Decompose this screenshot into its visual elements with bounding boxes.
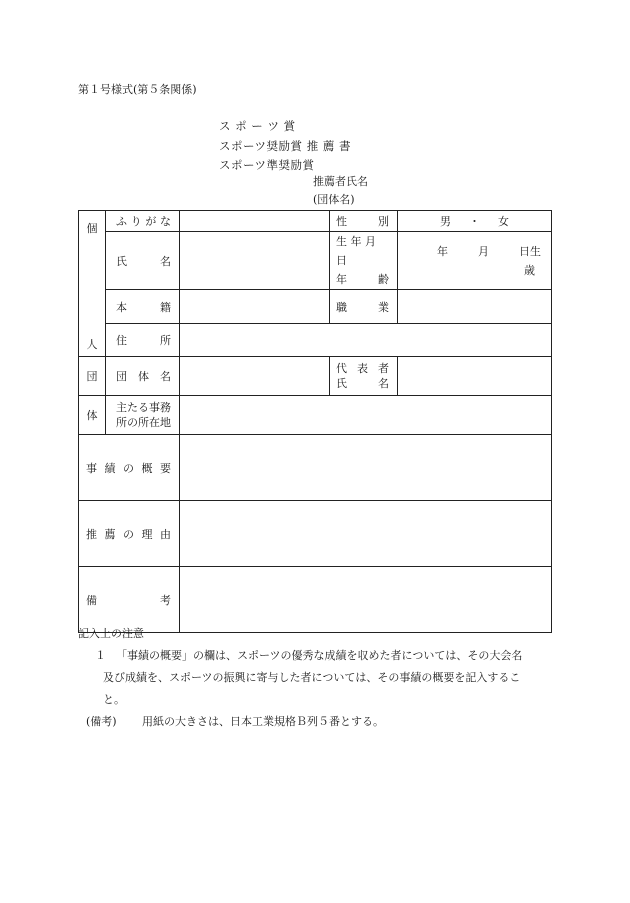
address-label-char: 所 xyxy=(160,334,171,347)
sex-label xyxy=(330,211,398,232)
birth-month-unit: 月 xyxy=(478,244,489,258)
furigana-char: ふ xyxy=(116,215,127,228)
remark-label: (備考) xyxy=(86,715,117,728)
achievements-char: 績 xyxy=(104,461,116,475)
main-office-label-line1: 主たる事務 xyxy=(116,401,171,414)
name-field[interactable] xyxy=(180,232,330,290)
recommendation-form-table xyxy=(78,210,552,633)
title-sports-award: ス ポ ー ツ 賞 xyxy=(219,119,296,133)
group-char-2: 体 xyxy=(86,409,98,422)
recommender-name-label: 推薦者氏名 xyxy=(313,175,368,188)
note-item-line2: 及び成績を、スポーツの振興に寄与した者については、その事績の概要を記入するこ xyxy=(103,671,521,684)
honseki-label-char: 籍 xyxy=(160,300,171,314)
note-item-line3: と。 xyxy=(103,693,125,706)
occupation-label-char: 業 xyxy=(378,300,389,314)
honseki-label-char: 本 xyxy=(116,300,127,314)
sex-male-option[interactable]: 男 xyxy=(440,215,451,228)
representative-char: 氏 xyxy=(336,377,347,390)
representative-field[interactable] xyxy=(398,357,552,396)
individual-section-label xyxy=(79,211,106,357)
representative-char: 表 xyxy=(357,362,368,375)
achievements-char: 概 xyxy=(141,461,153,475)
group-name-field[interactable] xyxy=(180,357,330,396)
address-field[interactable] xyxy=(180,324,552,357)
reason-char: 薦 xyxy=(104,527,116,541)
individual-char-1: 個 xyxy=(86,221,98,235)
group-name-char: 体 xyxy=(138,370,149,383)
achievements-label xyxy=(79,435,180,501)
group-section-label-bottom xyxy=(79,396,106,435)
achievements-field[interactable] xyxy=(180,435,552,501)
sex-separator: ・ xyxy=(469,215,480,228)
group-name-char: 団 xyxy=(116,370,127,383)
reason-char: 推 xyxy=(86,527,97,541)
sex-label-char: 別 xyxy=(378,215,389,228)
birthdate-label: 生 年 月 日 xyxy=(336,235,376,267)
note-item-number: １ xyxy=(95,649,106,662)
recommender-group-label: (団体名) xyxy=(313,193,355,206)
name-label-char: 名 xyxy=(160,254,171,268)
honseki-label xyxy=(106,290,180,324)
representative-char: 名 xyxy=(378,377,389,390)
birth-day-unit: 日生 xyxy=(519,244,541,258)
birth-year-unit: 年 xyxy=(437,244,448,258)
group-char-1: 団 xyxy=(86,370,98,383)
achievements-char: 事 xyxy=(86,461,97,475)
birthdate-age-label xyxy=(330,232,398,290)
age-label-char: 年 xyxy=(336,273,347,286)
birthdate-age-field[interactable] xyxy=(398,232,552,290)
form-number: 第１号様式(第５条関係) xyxy=(78,83,197,96)
notes-heading: 記入上の注意 xyxy=(78,627,144,640)
title-encouragement-award: スポーツ奨励賞 推 薦 書 xyxy=(219,139,352,153)
sex-field[interactable] xyxy=(398,211,552,232)
achievements-char: 要 xyxy=(160,461,171,475)
furigana-char: が xyxy=(145,215,157,228)
main-office-label-line2: 所の所在地 xyxy=(116,416,171,429)
furigana-field[interactable] xyxy=(180,211,330,232)
reason-char: の xyxy=(123,527,134,541)
main-office-label xyxy=(106,396,180,435)
name-label-char: 氏 xyxy=(116,254,127,268)
representative-char: 者 xyxy=(378,362,389,375)
sex-female-option[interactable]: 女 xyxy=(498,215,509,228)
achievements-char: の xyxy=(123,461,134,475)
representative-char: 代 xyxy=(336,362,347,375)
remarks-char: 備 xyxy=(86,593,97,607)
honseki-field[interactable] xyxy=(180,290,330,324)
group-section-label-top xyxy=(79,357,106,396)
individual-char-2: 人 xyxy=(86,337,98,351)
age-label-char: 齢 xyxy=(378,273,389,286)
sex-label-char: 性 xyxy=(336,215,347,228)
reason-char: 理 xyxy=(141,527,153,541)
remarks-field[interactable] xyxy=(180,567,552,633)
title-semi-encouragement-award: スポーツ準奨励賞 xyxy=(219,158,315,172)
occupation-field[interactable] xyxy=(398,290,552,324)
address-label-char: 住 xyxy=(116,334,127,347)
furigana-char: り xyxy=(130,215,142,228)
reason-char: 由 xyxy=(160,527,171,541)
name-label xyxy=(106,232,180,290)
group-name-label xyxy=(106,357,180,396)
age-unit: 歳 xyxy=(524,263,535,277)
note-item-line1: 「事績の概要」の欄は、スポーツの優秀な成績を収めた者については、その大会名 xyxy=(116,649,523,662)
furigana-char: な xyxy=(159,215,171,228)
occupation-label-char: 職 xyxy=(336,300,347,314)
representative-label xyxy=(330,357,398,396)
remarks-char: 考 xyxy=(160,593,171,607)
reason-label xyxy=(79,501,180,567)
reason-field[interactable] xyxy=(180,501,552,567)
furigana-label xyxy=(106,211,180,232)
remarks-label xyxy=(79,567,180,633)
group-name-char: 名 xyxy=(160,370,171,383)
remark-text: 用紙の大きさは、日本工業規格Ｂ列５番とする。 xyxy=(142,715,384,728)
address-label xyxy=(106,324,180,357)
main-office-field[interactable] xyxy=(180,396,552,435)
occupation-label xyxy=(330,290,398,324)
